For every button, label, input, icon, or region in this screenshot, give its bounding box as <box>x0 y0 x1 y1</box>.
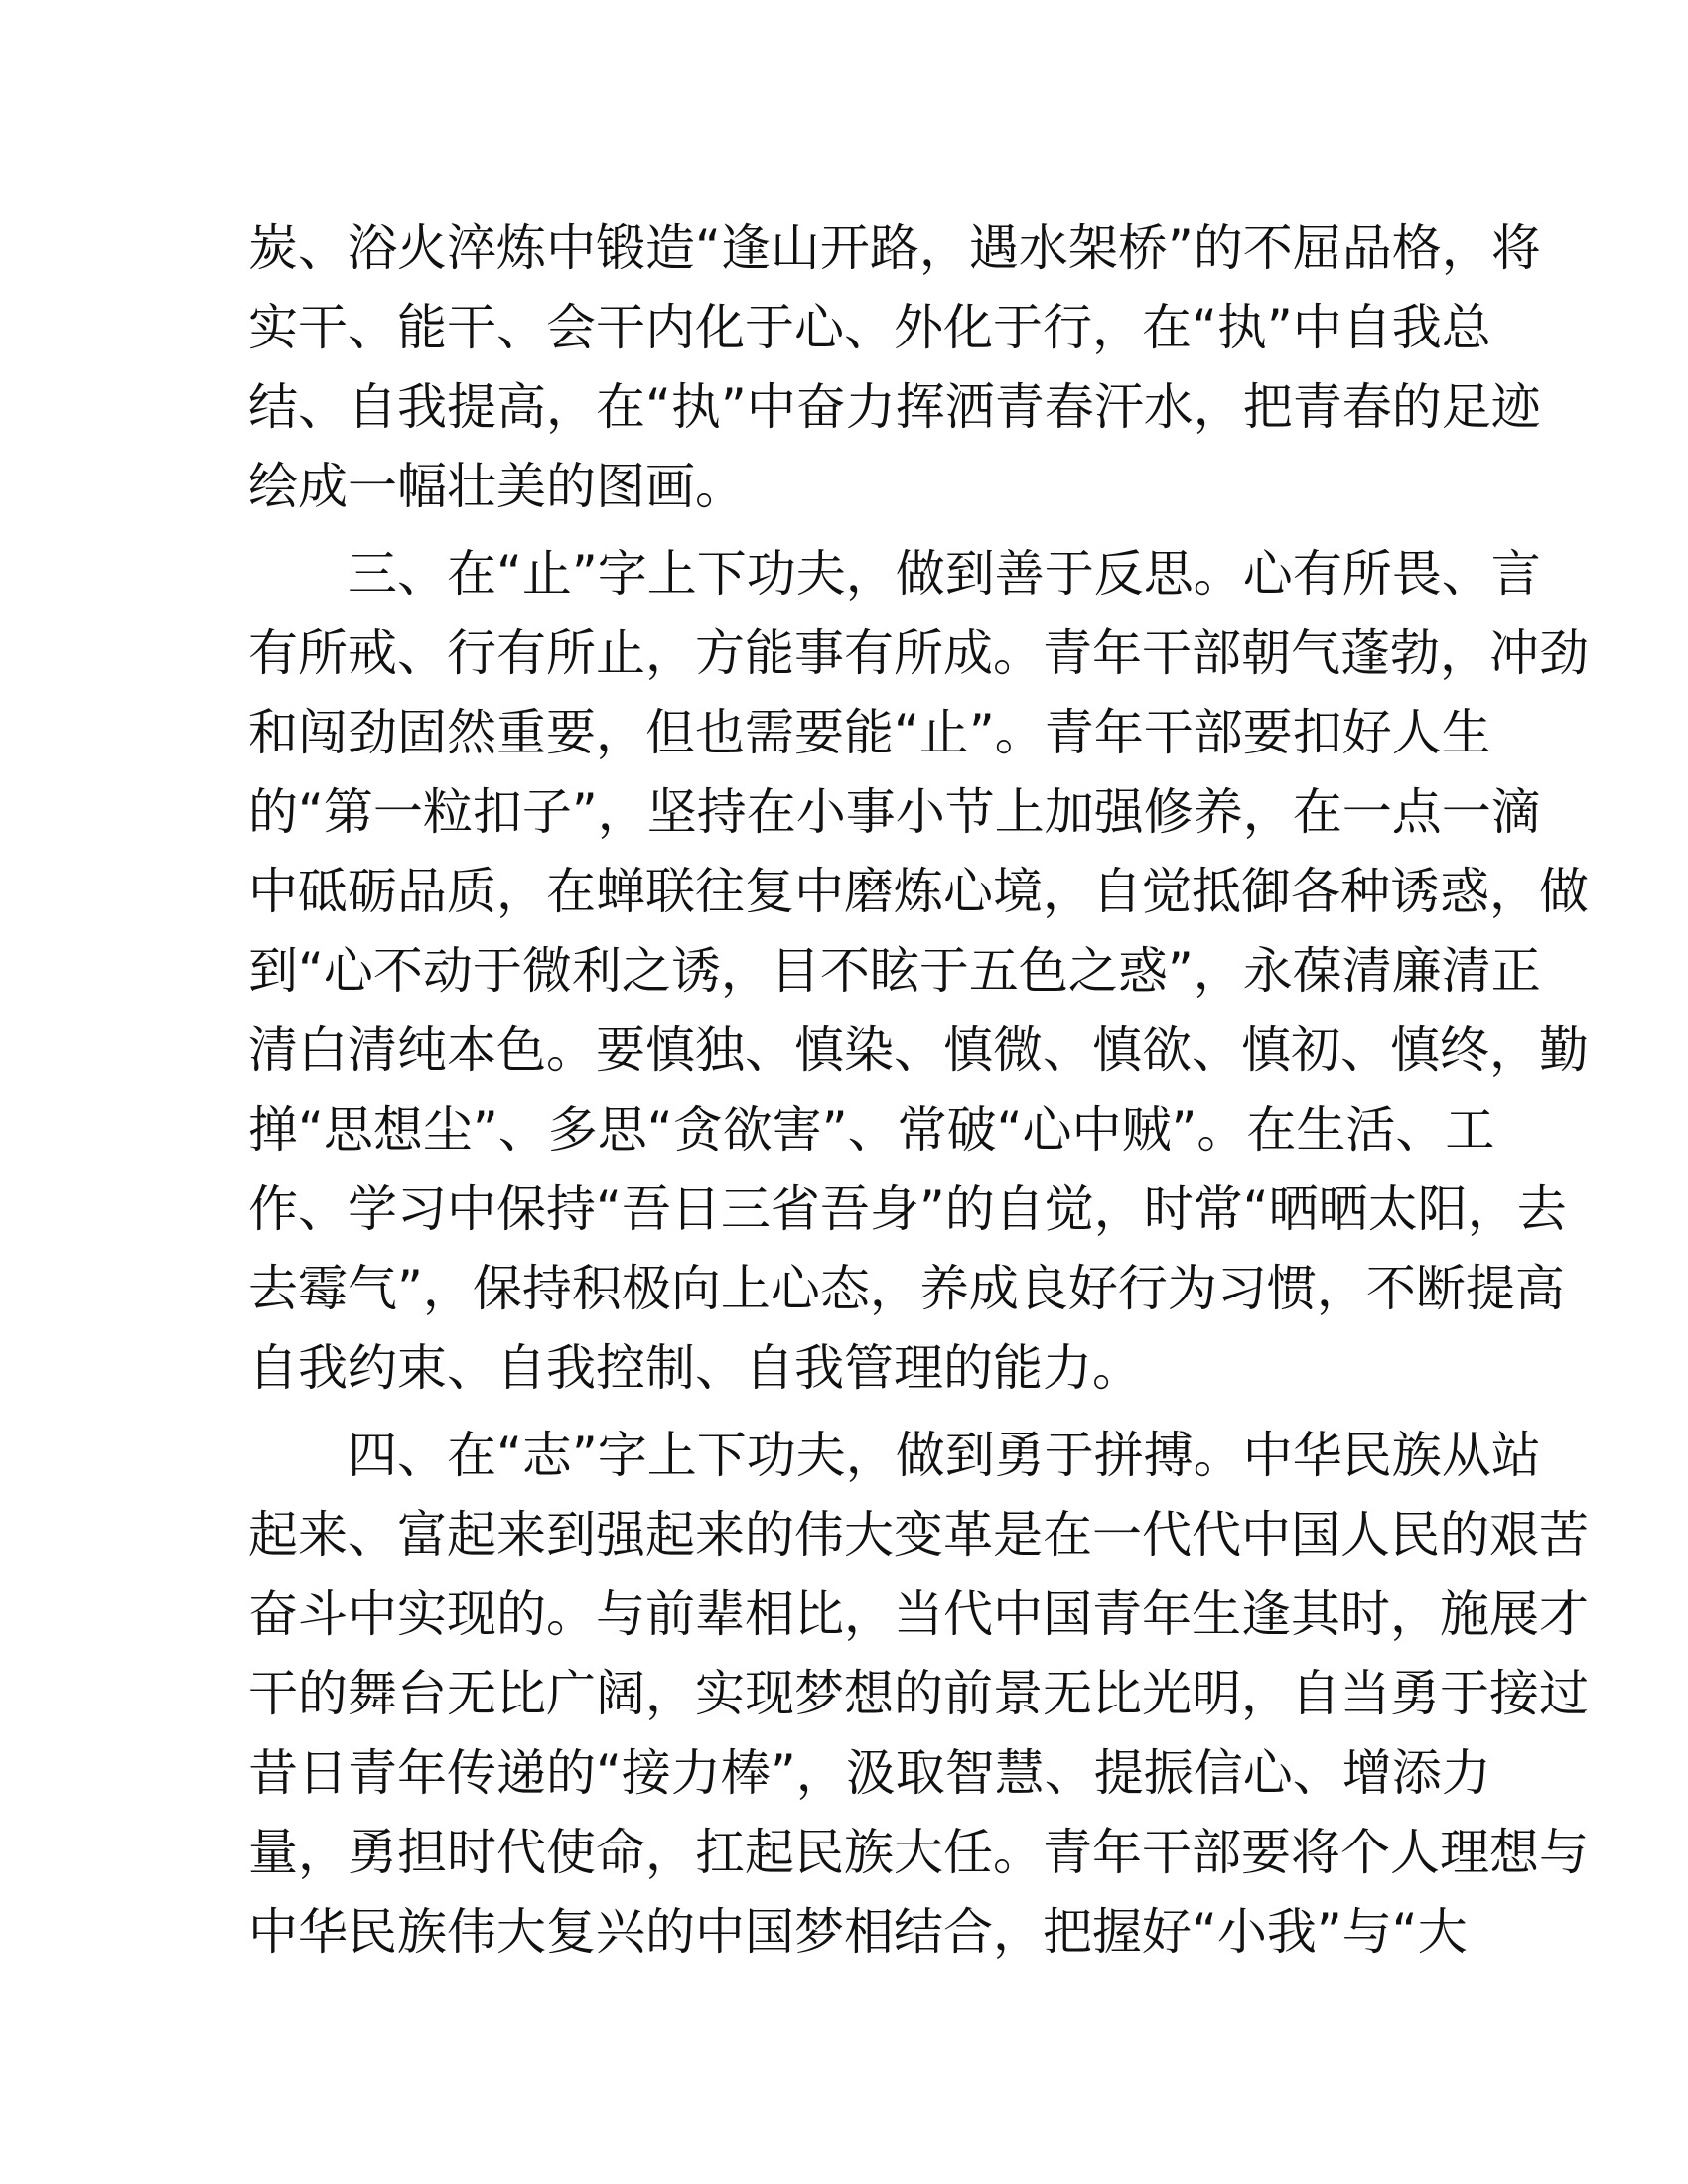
paragraph-continuation <box>248 208 1541 526</box>
document-body <box>248 208 1589 1972</box>
paragraph-spacer <box>248 1408 1440 1416</box>
text-line: 干的舞台无比广阔，实现梦想的前景无比光明，自当勇于接过 <box>248 1665 1589 1722</box>
text-line: 和闯劲固然重要，但也需要能“止”。青年干部要扣好人生 <box>248 704 1491 761</box>
text-line: 四、在“志”字上下功夫，做到勇于拼搏。中华民族从站 <box>348 1427 1541 1484</box>
text-line: 三、在“止”字上下功夫，做到善于反思。心有所畏、言 <box>348 545 1541 603</box>
text-line: 绘成一幅壮美的图画。 <box>248 458 745 515</box>
paragraph-spacer <box>248 526 1440 534</box>
text-line: 奋斗中实现的。与前辈相比，当代中国青年生逢其时，施展才 <box>248 1585 1589 1643</box>
text-line: 结、自我提高，在“执”中奋力挥洒青春汗水，把青春的足迹 <box>248 378 1541 436</box>
paragraph-section-four <box>248 1416 1589 1972</box>
text-line: 去霉气”，保持积极向上心态，养成良好行为习惯，不断提高 <box>248 1260 1565 1317</box>
text-line: 量，勇担时代使命，扛起民族大任。青年干部要将个人理想与 <box>248 1824 1589 1881</box>
paragraph-section-three <box>248 534 1589 1408</box>
text-line: 实干、能干、会干内化于心、外化于行，在“执”中自我总 <box>248 299 1491 356</box>
text-line: 有所戒、行有所止，方能事有所成。青年干部朝气蓬勃，冲劲 <box>248 624 1589 682</box>
text-line: 掸“思想尘”、多思“贪欲害”、常破“心中贼”。在生活、工 <box>248 1101 1495 1159</box>
text-line: 中华民族伟大复兴的中国梦相结合，把握好“小我”与“大 <box>248 1903 1468 1961</box>
text-line: 到“心不动于微利之诱，目不眩于五色之惑”，永葆清廉清正 <box>248 942 1541 1000</box>
text-line: 的“第一粒扣子”，坚持在小事小节上加强修养，在一点一滴 <box>248 783 1541 841</box>
text-line: 昔日青年传递的“接力棒”，汲取智慧、提振信心、增添力 <box>248 1744 1491 1802</box>
text-line: 清白清纯本色。要慎独、慎染、慎微、慎欲、慎初、慎终，勤 <box>248 1022 1589 1079</box>
text-line: 起来、富起来到强起来的伟大变革是在一代代中国人民的艰苦 <box>248 1506 1589 1564</box>
text-line: 自我约束、自我控制、自我管理的能力。 <box>248 1339 1142 1397</box>
text-line: 作、学习中保持“吾日三省吾身”的自觉，时常“晒晒太阳，去 <box>248 1180 1567 1238</box>
text-line: 炭、浴火淬炼中锻造“逢山开路，遇水架桥”的不屈品格，将 <box>248 219 1541 277</box>
text-line: 中砥砺品质，在蝉联往复中磨炼心境，自觉抵御各种诱惑，做 <box>248 863 1589 920</box>
